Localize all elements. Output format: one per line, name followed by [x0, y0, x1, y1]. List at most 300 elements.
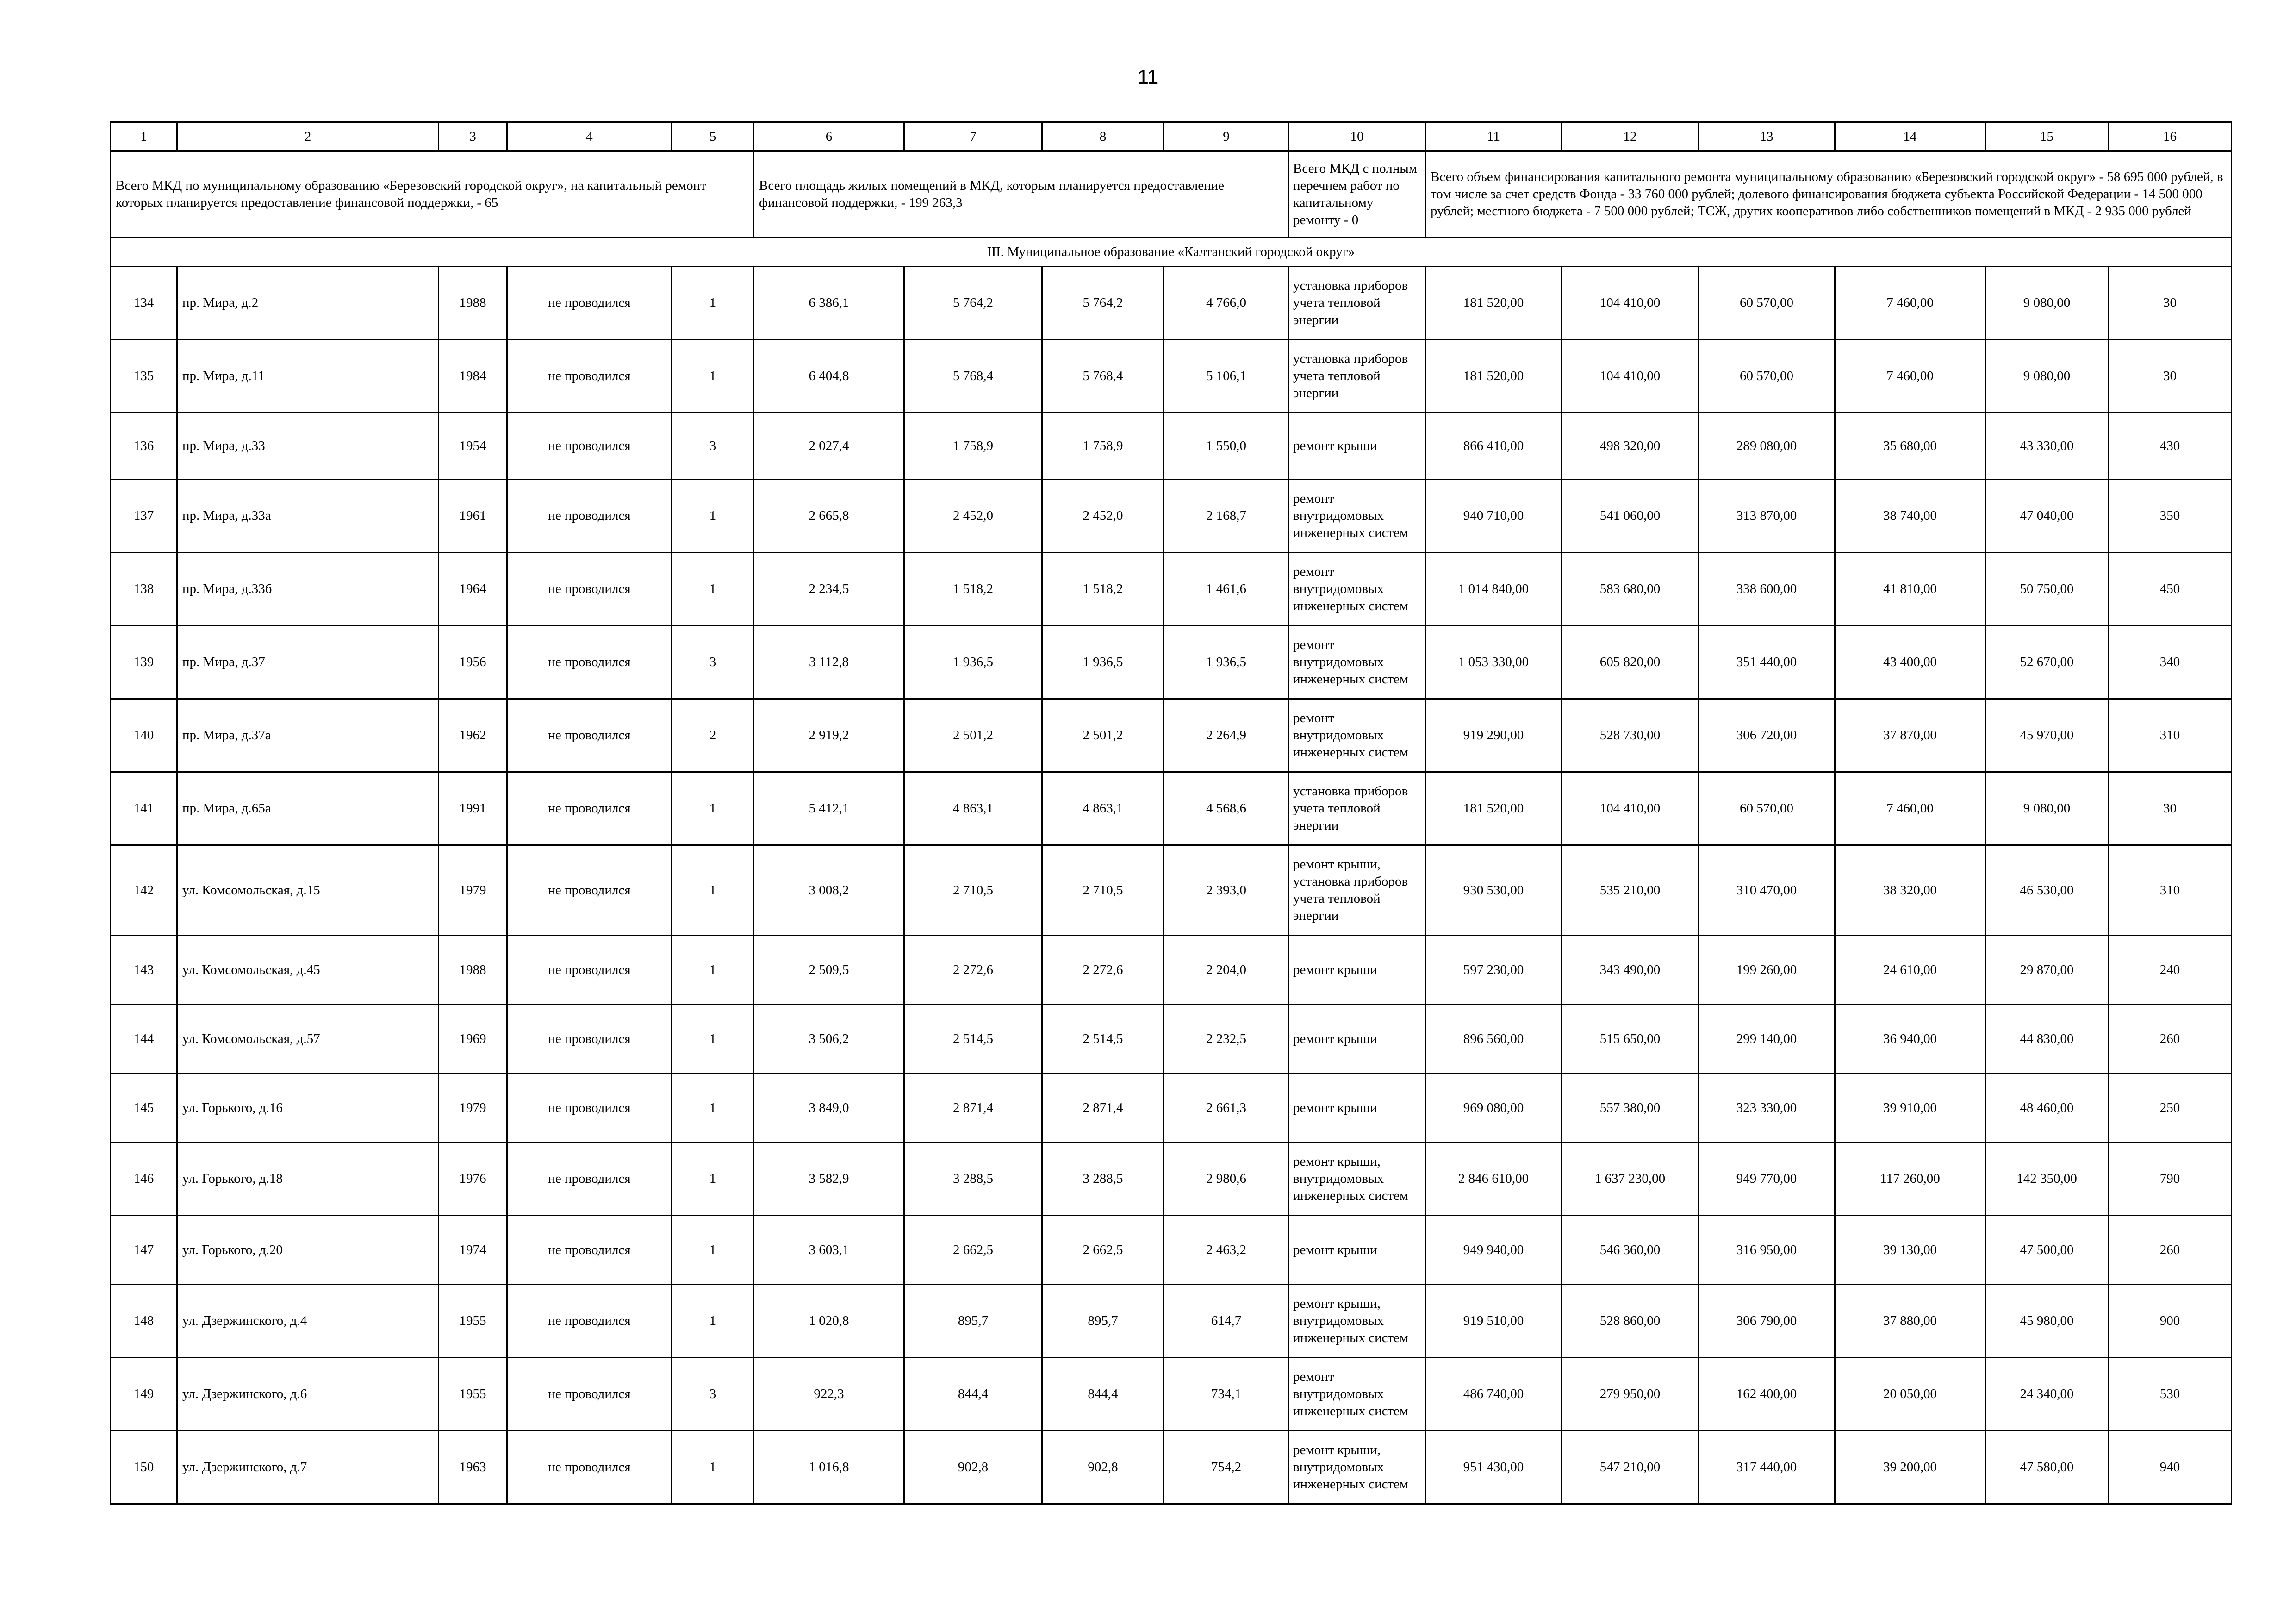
- column-number: 3: [439, 122, 507, 151]
- column-number: 13: [1699, 122, 1835, 151]
- address: ул. Дзержинского, д.4: [177, 1285, 439, 1358]
- total-area: 1 016,8: [754, 1431, 904, 1504]
- fund-share: 605 820,00: [1562, 626, 1699, 699]
- work-type: установка приборов учета тепловой энергии: [1289, 772, 1425, 845]
- floors: 1: [672, 845, 754, 936]
- regional-budget: 299 140,00: [1699, 1005, 1835, 1074]
- total-area: 3 112,8: [754, 626, 904, 699]
- last-repair-year: не проводился: [507, 845, 672, 936]
- residents-count: 260: [2109, 1216, 2232, 1285]
- residents-count: 340: [2109, 626, 2232, 699]
- page-number: 11: [1137, 66, 1159, 88]
- row-number: 141: [111, 772, 177, 845]
- total-area: 3 603,1: [754, 1216, 904, 1285]
- local-budget: 36 940,00: [1835, 1005, 1985, 1074]
- regional-budget: 289 080,00: [1699, 413, 1835, 480]
- residents-count: 250: [2109, 1074, 2232, 1143]
- cost-total: 919 510,00: [1425, 1285, 1562, 1358]
- address: ул. Комсомольская, д.15: [177, 845, 439, 936]
- construction-year: 1955: [439, 1358, 507, 1431]
- last-repair-year: не проводился: [507, 936, 672, 1005]
- cost-total: 919 290,00: [1425, 699, 1562, 772]
- construction-year: 1976: [439, 1143, 507, 1216]
- local-budget: 7 460,00: [1835, 772, 1985, 845]
- fund-share: 343 490,00: [1562, 936, 1699, 1005]
- address: пр. Мира, д.33: [177, 413, 439, 480]
- column-number: 5: [672, 122, 754, 151]
- last-repair-year: не проводился: [507, 699, 672, 772]
- floors: 3: [672, 413, 754, 480]
- work-type: ремонт крыши: [1289, 1074, 1425, 1143]
- local-budget: 7 460,00: [1835, 267, 1985, 340]
- last-repair-year: не проводился: [507, 1358, 672, 1431]
- cost-total: 1 053 330,00: [1425, 626, 1562, 699]
- column-number: 2: [177, 122, 439, 151]
- private-area: 1 758,9: [1042, 413, 1164, 480]
- construction-year: 1962: [439, 699, 507, 772]
- table-row: [111, 1431, 2232, 1504]
- floors: 1: [672, 1005, 754, 1074]
- local-budget: 7 460,00: [1835, 340, 1985, 413]
- local-budget: 38 740,00: [1835, 480, 1985, 553]
- local-budget: 39 130,00: [1835, 1216, 1985, 1285]
- total-area: 6 404,8: [754, 340, 904, 413]
- table-row: [111, 413, 2232, 480]
- last-repair-year: не проводился: [507, 267, 672, 340]
- work-type: установка приборов учета тепловой энергии: [1289, 267, 1425, 340]
- residents-count: 530: [2109, 1358, 2232, 1431]
- work-type: ремонт крыши, установка приборов учета тепловой энергии: [1289, 845, 1425, 936]
- residents-area: 4 568,6: [1164, 772, 1289, 845]
- residents-count: 240: [2109, 936, 2232, 1005]
- section-row: [111, 237, 2232, 267]
- total-area: 2 665,8: [754, 480, 904, 553]
- total-area: 2 919,2: [754, 699, 904, 772]
- table-row: [111, 480, 2232, 553]
- table-row: [111, 626, 2232, 699]
- cost-total: 181 520,00: [1425, 340, 1562, 413]
- owners-share: 9 080,00: [1985, 772, 2109, 845]
- local-budget: 35 680,00: [1835, 413, 1985, 480]
- floors: 1: [672, 1143, 754, 1216]
- address: пр. Мира, д.2: [177, 267, 439, 340]
- total-area: 6 386,1: [754, 267, 904, 340]
- residents-area: 2 661,3: [1164, 1074, 1289, 1143]
- regional-budget: 60 570,00: [1699, 340, 1835, 413]
- fund-share: 557 380,00: [1562, 1074, 1699, 1143]
- owners-share: 45 980,00: [1985, 1285, 2109, 1358]
- residents-count: 260: [2109, 1005, 2232, 1074]
- living-area: 1 758,9: [904, 413, 1042, 480]
- fund-share: 104 410,00: [1562, 267, 1699, 340]
- column-number: 8: [1042, 122, 1164, 151]
- work-type: ремонт крыши: [1289, 1005, 1425, 1074]
- construction-year: 1955: [439, 1285, 507, 1358]
- last-repair-year: не проводился: [507, 553, 672, 626]
- local-budget: 41 810,00: [1835, 553, 1985, 626]
- fund-share: 546 360,00: [1562, 1216, 1699, 1285]
- table-row: [111, 553, 2232, 626]
- address: пр. Мира, д.33б: [177, 553, 439, 626]
- summary-row: [111, 151, 2232, 237]
- private-area: 2 514,5: [1042, 1005, 1164, 1074]
- floors: 1: [672, 340, 754, 413]
- column-number: 11: [1425, 122, 1562, 151]
- living-area: 5 768,4: [904, 340, 1042, 413]
- residents-count: 940: [2109, 1431, 2232, 1504]
- row-number: 139: [111, 626, 177, 699]
- table-row: [111, 845, 2232, 936]
- residents-count: 30: [2109, 267, 2232, 340]
- construction-year: 1991: [439, 772, 507, 845]
- column-number: 7: [904, 122, 1042, 151]
- address: ул. Дзержинского, д.7: [177, 1431, 439, 1504]
- local-budget: 39 200,00: [1835, 1431, 1985, 1504]
- construction-year: 1956: [439, 626, 507, 699]
- regional-budget: 162 400,00: [1699, 1358, 1835, 1431]
- regional-budget: 313 870,00: [1699, 480, 1835, 553]
- residents-area: 1 936,5: [1164, 626, 1289, 699]
- address: ул. Дзержинского, д.6: [177, 1358, 439, 1431]
- private-area: 5 764,2: [1042, 267, 1164, 340]
- construction-year: 1974: [439, 1216, 507, 1285]
- construction-year: 1988: [439, 267, 507, 340]
- work-type: ремонт крыши: [1289, 936, 1425, 1005]
- residents-count: 430: [2109, 413, 2232, 480]
- residents-area: 5 106,1: [1164, 340, 1289, 413]
- residents-area: 754,2: [1164, 1431, 1289, 1504]
- residents-area: 614,7: [1164, 1285, 1289, 1358]
- fund-share: 535 210,00: [1562, 845, 1699, 936]
- last-repair-year: не проводился: [507, 480, 672, 553]
- fund-share: 515 650,00: [1562, 1005, 1699, 1074]
- floors: 1: [672, 1074, 754, 1143]
- fund-share: 279 950,00: [1562, 1358, 1699, 1431]
- fund-share: 1 637 230,00: [1562, 1143, 1699, 1216]
- row-number: 136: [111, 413, 177, 480]
- table-row: [111, 267, 2232, 340]
- local-budget: 39 910,00: [1835, 1074, 1985, 1143]
- construction-year: 1963: [439, 1431, 507, 1504]
- work-type: ремонт крыши, внутридомовых инженерных систем: [1289, 1285, 1425, 1358]
- private-area: 2 662,5: [1042, 1216, 1164, 1285]
- address: ул. Горького, д.16: [177, 1074, 439, 1143]
- private-area: 902,8: [1042, 1431, 1164, 1504]
- residents-count: 30: [2109, 772, 2232, 845]
- local-budget: 43 400,00: [1835, 626, 1985, 699]
- residents-count: 30: [2109, 340, 2232, 413]
- address: пр. Мира, д.37а: [177, 699, 439, 772]
- residents-area: 4 766,0: [1164, 267, 1289, 340]
- cost-total: 940 710,00: [1425, 480, 1562, 553]
- last-repair-year: не проводился: [507, 1074, 672, 1143]
- work-type: ремонт внутридомовых инженерных систем: [1289, 553, 1425, 626]
- floors: 3: [672, 626, 754, 699]
- work-type: ремонт крыши: [1289, 413, 1425, 480]
- column-number: 4: [507, 122, 672, 151]
- private-area: 2 710,5: [1042, 845, 1164, 936]
- owners-share: 29 870,00: [1985, 936, 2109, 1005]
- regional-budget: 60 570,00: [1699, 772, 1835, 845]
- living-area: 1 936,5: [904, 626, 1042, 699]
- regional-budget: 323 330,00: [1699, 1074, 1835, 1143]
- table-row: [111, 1216, 2232, 1285]
- total-area: 2 509,5: [754, 936, 904, 1005]
- last-repair-year: не проводился: [507, 413, 672, 480]
- column-number: 12: [1562, 122, 1699, 151]
- owners-share: 43 330,00: [1985, 413, 2109, 480]
- fund-share: 528 730,00: [1562, 699, 1699, 772]
- cost-total: 866 410,00: [1425, 413, 1562, 480]
- address: пр. Мира, д.37: [177, 626, 439, 699]
- living-area: 895,7: [904, 1285, 1042, 1358]
- floors: 1: [672, 1216, 754, 1285]
- fund-share: 528 860,00: [1562, 1285, 1699, 1358]
- summary-full-list: Всего МКД с полным перечнем работ по капитальному ремонту - 0: [1289, 151, 1425, 237]
- living-area: 5 764,2: [904, 267, 1042, 340]
- table-row: [111, 1074, 2232, 1143]
- work-type: ремонт крыши: [1289, 1216, 1425, 1285]
- address: пр. Мира, д.65а: [177, 772, 439, 845]
- cost-total: 951 430,00: [1425, 1431, 1562, 1504]
- table-row: [111, 699, 2232, 772]
- owners-share: 52 670,00: [1985, 626, 2109, 699]
- summary-financing: Всего объем финансирования капитального ремонта муниципальному образованию «Березовский городской округ» - 58 695 000 рублей, в том числе за счет средств Фонда - 33 760 000 рублей; долевого финансирования бюджета субъекта Российской Федерации - 14 500 000 рублей; местного бюджета - 7 500 000 рублей; ТСЖ, других кооперативов либо собственников помещений в МКД - 2 935 000 рублей: [1425, 151, 2232, 237]
- cost-total: 597 230,00: [1425, 936, 1562, 1005]
- private-area: 4 863,1: [1042, 772, 1164, 845]
- floors: 1: [672, 772, 754, 845]
- residents-count: 310: [2109, 845, 2232, 936]
- owners-share: 24 340,00: [1985, 1358, 2109, 1431]
- living-area: 2 452,0: [904, 480, 1042, 553]
- work-type: ремонт крыши, внутридомовых инженерных систем: [1289, 1431, 1425, 1504]
- total-area: 3 506,2: [754, 1005, 904, 1074]
- construction-year: 1964: [439, 553, 507, 626]
- local-budget: 20 050,00: [1835, 1358, 1985, 1431]
- column-number: 14: [1835, 122, 1985, 151]
- private-area: 2 501,2: [1042, 699, 1164, 772]
- owners-share: 50 750,00: [1985, 553, 2109, 626]
- last-repair-year: не проводился: [507, 1285, 672, 1358]
- living-area: 902,8: [904, 1431, 1042, 1504]
- private-area: 2 871,4: [1042, 1074, 1164, 1143]
- residents-count: 900: [2109, 1285, 2232, 1358]
- floors: 1: [672, 553, 754, 626]
- last-repair-year: не проводился: [507, 1143, 672, 1216]
- address: ул. Горького, д.20: [177, 1216, 439, 1285]
- cost-total: 930 530,00: [1425, 845, 1562, 936]
- living-area: 1 518,2: [904, 553, 1042, 626]
- address: пр. Мира, д.11: [177, 340, 439, 413]
- living-area: 2 272,6: [904, 936, 1042, 1005]
- fund-share: 583 680,00: [1562, 553, 1699, 626]
- column-number-row: [111, 122, 2232, 151]
- residents-area: 1 461,6: [1164, 553, 1289, 626]
- regional-budget: 306 790,00: [1699, 1285, 1835, 1358]
- residents-area: 2 168,7: [1164, 480, 1289, 553]
- residents-area: 2 264,9: [1164, 699, 1289, 772]
- total-area: 3 582,9: [754, 1143, 904, 1216]
- regional-budget: 316 950,00: [1699, 1216, 1835, 1285]
- owners-share: 9 080,00: [1985, 340, 2109, 413]
- regional-budget: 306 720,00: [1699, 699, 1835, 772]
- owners-share: 46 530,00: [1985, 845, 2109, 936]
- local-budget: 37 870,00: [1835, 699, 1985, 772]
- row-number: 144: [111, 1005, 177, 1074]
- row-number: 150: [111, 1431, 177, 1504]
- cost-total: 949 940,00: [1425, 1216, 1562, 1285]
- owners-share: 45 970,00: [1985, 699, 2109, 772]
- living-area: 2 514,5: [904, 1005, 1042, 1074]
- regional-budget: 310 470,00: [1699, 845, 1835, 936]
- table-row: [111, 1358, 2232, 1431]
- living-area: 3 288,5: [904, 1143, 1042, 1216]
- construction-year: 1988: [439, 936, 507, 1005]
- floors: 1: [672, 1285, 754, 1358]
- regional-budget: 317 440,00: [1699, 1431, 1835, 1504]
- living-area: 4 863,1: [904, 772, 1042, 845]
- floors: 3: [672, 1358, 754, 1431]
- private-area: 1 518,2: [1042, 553, 1164, 626]
- private-area: 895,7: [1042, 1285, 1164, 1358]
- owners-share: 142 350,00: [1985, 1143, 2109, 1216]
- construction-year: 1969: [439, 1005, 507, 1074]
- floors: 1: [672, 1431, 754, 1504]
- owners-share: 44 830,00: [1985, 1005, 2109, 1074]
- column-number: 6: [754, 122, 904, 151]
- last-repair-year: не проводился: [507, 1431, 672, 1504]
- residents-area: 2 463,2: [1164, 1216, 1289, 1285]
- row-number: 148: [111, 1285, 177, 1358]
- address: ул. Комсомольская, д.57: [177, 1005, 439, 1074]
- regional-budget: 338 600,00: [1699, 553, 1835, 626]
- row-number: 142: [111, 845, 177, 936]
- construction-year: 1961: [439, 480, 507, 553]
- row-number: 137: [111, 480, 177, 553]
- private-area: 2 272,6: [1042, 936, 1164, 1005]
- living-area: 2 501,2: [904, 699, 1042, 772]
- last-repair-year: не проводился: [507, 772, 672, 845]
- table-row: [111, 340, 2232, 413]
- residents-area: 2 980,6: [1164, 1143, 1289, 1216]
- row-number: 140: [111, 699, 177, 772]
- last-repair-year: не проводился: [507, 626, 672, 699]
- section-title: III. Муниципальное образование «Калтанский городской округ»: [111, 237, 2232, 267]
- total-area: 2 027,4: [754, 413, 904, 480]
- owners-share: 47 500,00: [1985, 1216, 2109, 1285]
- row-number: 145: [111, 1074, 177, 1143]
- residents-count: 790: [2109, 1143, 2232, 1216]
- residents-count: 450: [2109, 553, 2232, 626]
- repair-program-table: [110, 121, 2232, 1505]
- regional-budget: 949 770,00: [1699, 1143, 1835, 1216]
- work-type: ремонт внутридомовых инженерных систем: [1289, 480, 1425, 553]
- living-area: 844,4: [904, 1358, 1042, 1431]
- fund-share: 104 410,00: [1562, 772, 1699, 845]
- owners-share: 48 460,00: [1985, 1074, 2109, 1143]
- work-type: ремонт внутридомовых инженерных систем: [1289, 699, 1425, 772]
- total-area: 2 234,5: [754, 553, 904, 626]
- floors: 2: [672, 699, 754, 772]
- residents-area: 1 550,0: [1164, 413, 1289, 480]
- residents-area: 2 232,5: [1164, 1005, 1289, 1074]
- construction-year: 1979: [439, 845, 507, 936]
- column-number: 1: [111, 122, 177, 151]
- fund-share: 547 210,00: [1562, 1431, 1699, 1504]
- cost-total: 2 846 610,00: [1425, 1143, 1562, 1216]
- total-area: 3 849,0: [754, 1074, 904, 1143]
- private-area: 1 936,5: [1042, 626, 1164, 699]
- residents-area: 2 393,0: [1164, 845, 1289, 936]
- row-number: 146: [111, 1143, 177, 1216]
- column-number: 10: [1289, 122, 1425, 151]
- last-repair-year: не проводился: [507, 340, 672, 413]
- construction-year: 1979: [439, 1074, 507, 1143]
- table-row: [111, 772, 2232, 845]
- row-number: 138: [111, 553, 177, 626]
- residents-count: 310: [2109, 699, 2232, 772]
- row-number: 135: [111, 340, 177, 413]
- column-number: 15: [1985, 122, 2109, 151]
- address: ул. Комсомольская, д.45: [177, 936, 439, 1005]
- row-number: 147: [111, 1216, 177, 1285]
- total-area: 922,3: [754, 1358, 904, 1431]
- floors: 1: [672, 480, 754, 553]
- construction-year: 1984: [439, 340, 507, 413]
- local-budget: 24 610,00: [1835, 936, 1985, 1005]
- table-row: [111, 1005, 2232, 1074]
- living-area: 2 662,5: [904, 1216, 1042, 1285]
- work-type: ремонт внутридомовых инженерных систем: [1289, 626, 1425, 699]
- row-number: 143: [111, 936, 177, 1005]
- address: пр. Мира, д.33а: [177, 480, 439, 553]
- fund-share: 541 060,00: [1562, 480, 1699, 553]
- last-repair-year: не проводился: [507, 1216, 672, 1285]
- work-type: установка приборов учета тепловой энергии: [1289, 340, 1425, 413]
- column-number: 16: [2109, 122, 2232, 151]
- floors: 1: [672, 267, 754, 340]
- fund-share: 104 410,00: [1562, 340, 1699, 413]
- regional-budget: 60 570,00: [1699, 267, 1835, 340]
- residents-area: 2 204,0: [1164, 936, 1289, 1005]
- address: ул. Горького, д.18: [177, 1143, 439, 1216]
- floors: 1: [672, 936, 754, 1005]
- total-area: 1 020,8: [754, 1285, 904, 1358]
- cost-total: 896 560,00: [1425, 1005, 1562, 1074]
- residents-count: 350: [2109, 480, 2232, 553]
- local-budget: 117 260,00: [1835, 1143, 1985, 1216]
- private-area: 5 768,4: [1042, 340, 1164, 413]
- cost-total: 181 520,00: [1425, 267, 1562, 340]
- owners-share: 47 040,00: [1985, 480, 2109, 553]
- cost-total: 486 740,00: [1425, 1358, 1562, 1431]
- summary-houses-count: Всего МКД по муниципальному образованию «Березовский городской округ», на капитальный ремонт которых планируется предоставление финансовой поддержки, - 65: [111, 151, 754, 237]
- table-row: [111, 1143, 2232, 1216]
- regional-budget: 351 440,00: [1699, 626, 1835, 699]
- private-area: 2 452,0: [1042, 480, 1164, 553]
- local-budget: 37 880,00: [1835, 1285, 1985, 1358]
- total-area: 3 008,2: [754, 845, 904, 936]
- column-number: 9: [1164, 122, 1289, 151]
- living-area: 2 710,5: [904, 845, 1042, 936]
- residents-area: 734,1: [1164, 1358, 1289, 1431]
- table-row: [111, 1285, 2232, 1358]
- living-area: 2 871,4: [904, 1074, 1042, 1143]
- total-area: 5 412,1: [754, 772, 904, 845]
- cost-total: 1 014 840,00: [1425, 553, 1562, 626]
- row-number: 134: [111, 267, 177, 340]
- private-area: 3 288,5: [1042, 1143, 1164, 1216]
